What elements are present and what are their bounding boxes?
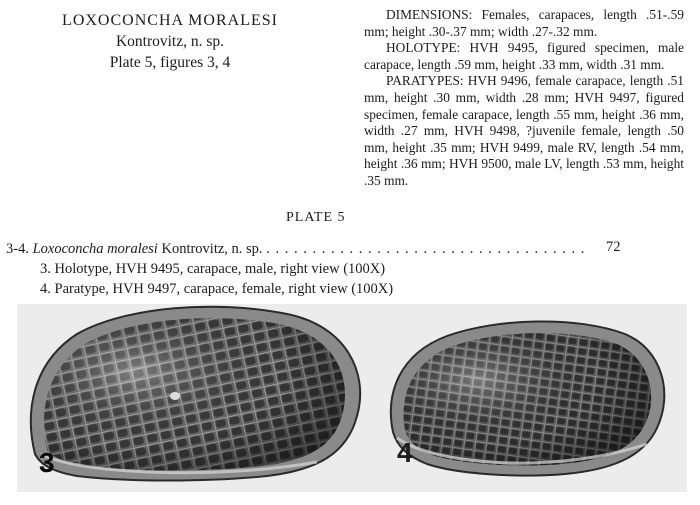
author-line: Kontrovitz, n. sp. <box>115 33 225 50</box>
species-header <box>40 10 300 73</box>
figure-range: 3-4. <box>6 241 29 257</box>
figure-author: Kontrovitz, n. sp. <box>161 241 263 257</box>
page-number: 72 <box>606 239 621 255</box>
specimen-3-carapace <box>31 307 360 481</box>
figure-number-3: 3 <box>39 447 55 478</box>
plate-photograph <box>17 304 687 492</box>
caption-figure-3: 3. Holotype, HVH 9495, carapace, male, right view (100X) <box>40 261 386 277</box>
plate-reference: Plate 5, figures 3, 4 <box>109 54 231 71</box>
figure-entry <box>6 241 585 258</box>
genus-species: Loxoconcha moralesi <box>32 241 158 257</box>
paratypes-paragraph: PARATYPES: HVH 9496, female carapace, length .51 mm, height .30 mm, width .28 mm; HVH 9497, figured specimen, female carapace, length .55 mm, height .36 mm, width .27 mm, HVH 9498, ?juvenile female, length .50 mm, height .35 mm; HVH 9499, male RV, length .54 mm, height .36 mm; HVH 9500, male LV, length .53 mm, height .35 mm. <box>364 73 684 188</box>
holotype-paragraph: HOLOTYPE: HVH 9495, figured specimen, male carapace, length .59 mm, height .33 mm, width .31 mm. <box>364 40 684 72</box>
dimensions-paragraph: DIMENSIONS: Females, carapaces, length .51-.59 mm; height .30-.37 mm; width .27-.32 mm. <box>364 7 684 39</box>
species-title: LOXOCONCHA MORALESI <box>62 12 278 29</box>
plate-label: PLATE 5 <box>286 210 346 225</box>
leader-dots: . . . . . . . . . . . . . . . . . . . . . . . . . . . . . . . . . . . <box>266 241 586 257</box>
description-block <box>364 7 684 190</box>
specimen-4-carapace <box>391 321 664 475</box>
caption-figure-4: 4. Paratype, HVH 9497, carapace, female, right view (100X) <box>40 281 394 297</box>
figure-number-4: 4 <box>397 437 413 468</box>
specimen-figures <box>17 304 687 492</box>
